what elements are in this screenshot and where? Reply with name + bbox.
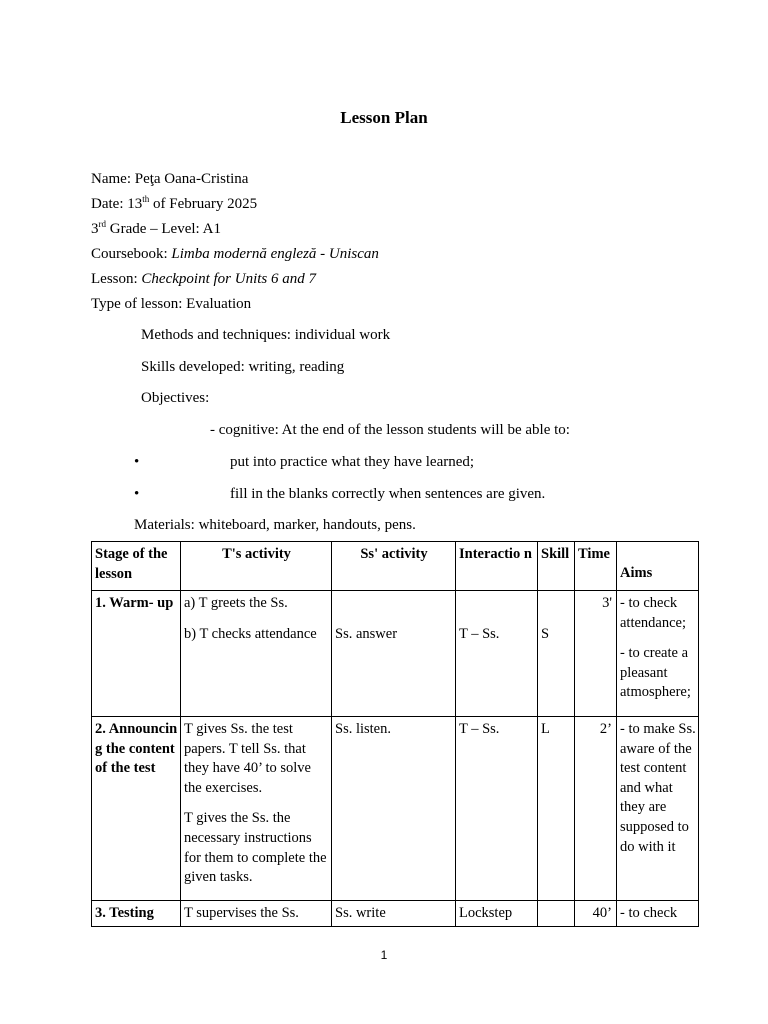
header-time: Time [575,542,617,591]
date-prefix: Date: 13 [91,196,143,212]
students-activity-cell: Ss. listen. [332,717,456,901]
aims-cell: - to check [617,901,699,927]
header-students-activity: Ss' activity [332,542,456,591]
table-header-row [92,542,699,591]
grade-line [91,220,221,240]
time-cell: 3' [575,591,617,717]
header-interaction: Interactio n [456,542,538,591]
lesson-value: Checkpoint for Units 6 and 7 [141,271,316,287]
teacher-activity-cell [181,717,332,901]
date-line [91,195,257,215]
time-cell: 2’ [575,717,617,901]
skill-cell [538,591,575,717]
lesson-type-line: Type of lesson: Evaluation [91,296,252,312]
coursebook-label: Coursebook: [91,246,172,262]
grade-superscript: rd [98,219,106,229]
teacher-activity-text: T gives Ss. the test papers. T tell Ss. that they have 40’ to solve the exercises. [184,721,311,796]
header-skill: Skill [538,542,575,591]
skill-cell [538,901,575,927]
table-row [92,901,699,927]
objectives-label: Objectives: [141,390,210,406]
objective-bullet-1: put into practice what they have learned; [230,454,475,470]
lesson-line [91,270,316,290]
lesson-plan-table [91,541,699,927]
interaction-text: T – Ss. [459,626,500,643]
coursebook-line [91,245,379,265]
interaction-cell: Lockstep [456,901,538,927]
coursebook-value: Limba modernă engleză - Uniscan [171,246,379,262]
stage-cell: 1. Warm- up [92,591,181,717]
aims-cell: - to make Ss. aware of the test content and what they are supposed to do with it [617,717,699,901]
stage-cell: 2. Announcin g the content of the test [92,717,181,901]
students-activity-text: Ss. answer [335,626,398,643]
aims-cell [617,591,699,717]
skill-cell: L [538,717,575,901]
interaction-cell [456,591,538,717]
header-teacher-activity: T's activity [181,542,332,591]
teacher-activity-text: T gives the Ss. the necessary instructions for them to complete the given tasks. [184,810,327,886]
grade-number: 3 [91,221,99,237]
students-activity-cell [332,591,456,717]
name-line: Name: Peţa Oana-Cristina [91,171,249,187]
teacher-activity-cell: T supervises the Ss. [181,901,332,927]
teacher-activity-text: a) T greets the Ss. [184,595,288,612]
page-number: 1 [380,948,388,962]
aims-text: - to create a pleasant atmosphere; [620,645,691,701]
stage-cell: 3. Testing [92,901,181,927]
students-activity-cell: Ss. write [332,901,456,927]
bullet-icon: • [134,454,140,470]
interaction-cell: T – Ss. [456,717,538,901]
skill-text: S [541,626,550,643]
bullet-icon: • [134,486,140,502]
lesson-label: Lesson: [91,271,142,287]
header-aims: Aims [620,565,653,581]
time-cell: 40’ [575,901,617,927]
materials-line: Materials: whiteboard, marker, handouts, pens. [134,517,416,533]
methods-line: Methods and techniques: individual work [141,327,391,343]
skills-line: Skills developed: writing, reading [141,359,345,375]
page-title: Lesson Plan [340,108,428,127]
header-aims-cell [617,542,699,591]
table-row [92,717,699,901]
date-superscript: th [142,194,150,204]
date-suffix: of February 2025 [149,196,258,212]
objective-bullet-2: fill in the blanks correctly when sentences are given. [230,486,546,502]
teacher-activity-cell [181,591,332,717]
aims-text: - to check attendance; [620,595,687,631]
teacher-activity-text: b) T checks attendance [184,625,317,642]
grade-rest: Grade – Level: A1 [106,221,221,237]
table-row [92,591,699,717]
cognitive-objective: - cognitive: At the end of the lesson students will be able to: [210,422,570,438]
header-stage: Stage of the lesson [92,542,181,591]
